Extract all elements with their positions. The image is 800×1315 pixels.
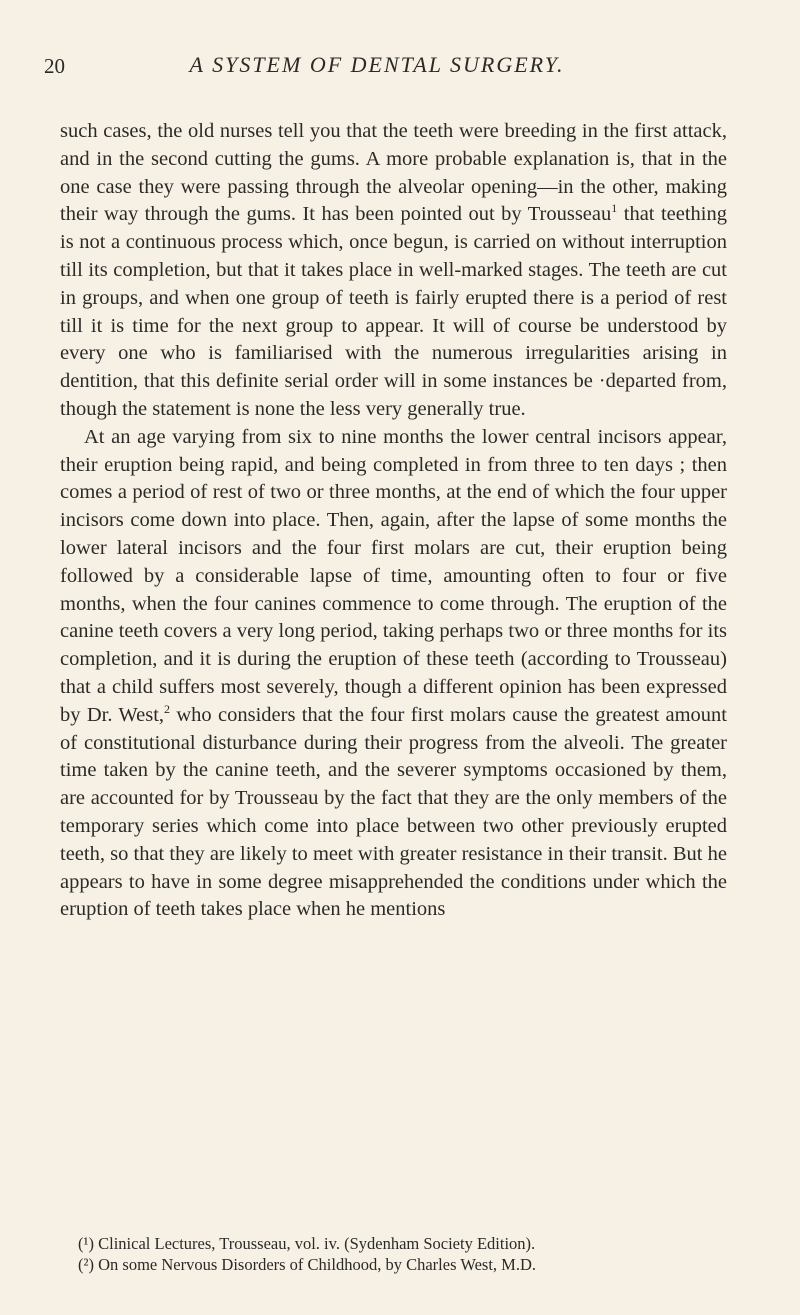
paragraph-1-part-b: that teething is not a continuous process which, once begun, is carried on without interruption till its completion, but that it takes place in well-marked stages. The teeth are cut in groups, and when one group of teeth is fairly erupted there is a period of rest till it is time for the next group to appear. It will of course be understood by every one who is familiarised with the numerous irregularities arising in dentition, that this definite serial order will in some instances be ·departed from, though the statement is none the less very generally true. xyxy=(60,203,727,420)
footnotes xyxy=(78,1233,738,1275)
page-header xyxy=(44,46,710,80)
footnote-ref-1: 1 xyxy=(611,201,618,216)
footnote-1-mark: (¹) xyxy=(78,1234,94,1253)
footnote-2 xyxy=(78,1254,738,1275)
footnote-2-text: On some Nervous Disorders of Childhood, by Charles West, M.D. xyxy=(98,1255,536,1274)
footnote-1-text: Clinical Lectures, Trousseau, vol. iv. (Sydenham Society Edition). xyxy=(98,1234,536,1253)
footnote-2-mark: (²) xyxy=(78,1255,94,1274)
footnote-ref-2: 2 xyxy=(164,701,171,716)
paragraph-2 xyxy=(60,424,727,924)
paragraph-2-part-b: who considers that the four first molars cause the greatest amount of constitutional disturbance during their progress from the alveoli. The greater time taken by the canine teeth, and the severer symptoms occasioned by them, are accounted for by Trousseau by the fact that they are the only members of the temporary series which come into place between two other previously erupted teeth, so that they are likely to meet with greater resistance in their transit. But he appears to have in some degree misapprehended the conditions under which the eruption of teeth takes place when he mentions xyxy=(60,703,727,921)
running-title: A SYSTEM OF DENTAL SURGERY. xyxy=(189,52,565,77)
paragraph-1-part-a: such cases, the old nurses tell you that the teeth were breeding in the first attack, and in the second cutting the gums. A more probable explanation is, that in the one case they were passing through the alveolar opening—in the other, making their way through the gums. It has been pointed out by Trousseau xyxy=(60,120,727,226)
page-number: 20 xyxy=(44,54,65,78)
paragraph-1 xyxy=(60,118,727,424)
body-text xyxy=(60,118,727,924)
footnote-1 xyxy=(78,1233,738,1254)
paragraph-2-part-a: At an age varying from six to nine months the lower central incisors appear, their eruption being rapid, and being completed in from three to ten days ; then comes a period of rest of two or three months, at the end of which the four upper incisors come down into place. Then, again, after the lapse of some months the lower lateral incisors and the four first molars are cut, their eruption being followed by a considerable lapse of time, amounting often to four or five months, when the four canines commence to come through. The eruption of the canine teeth covers a very long period, taking perhaps two or three months for its completion, and it is during the eruption of these teeth (according to Trousseau) that a child suffers most severely, though a different opinion has been expressed by Dr. West, xyxy=(60,425,727,726)
